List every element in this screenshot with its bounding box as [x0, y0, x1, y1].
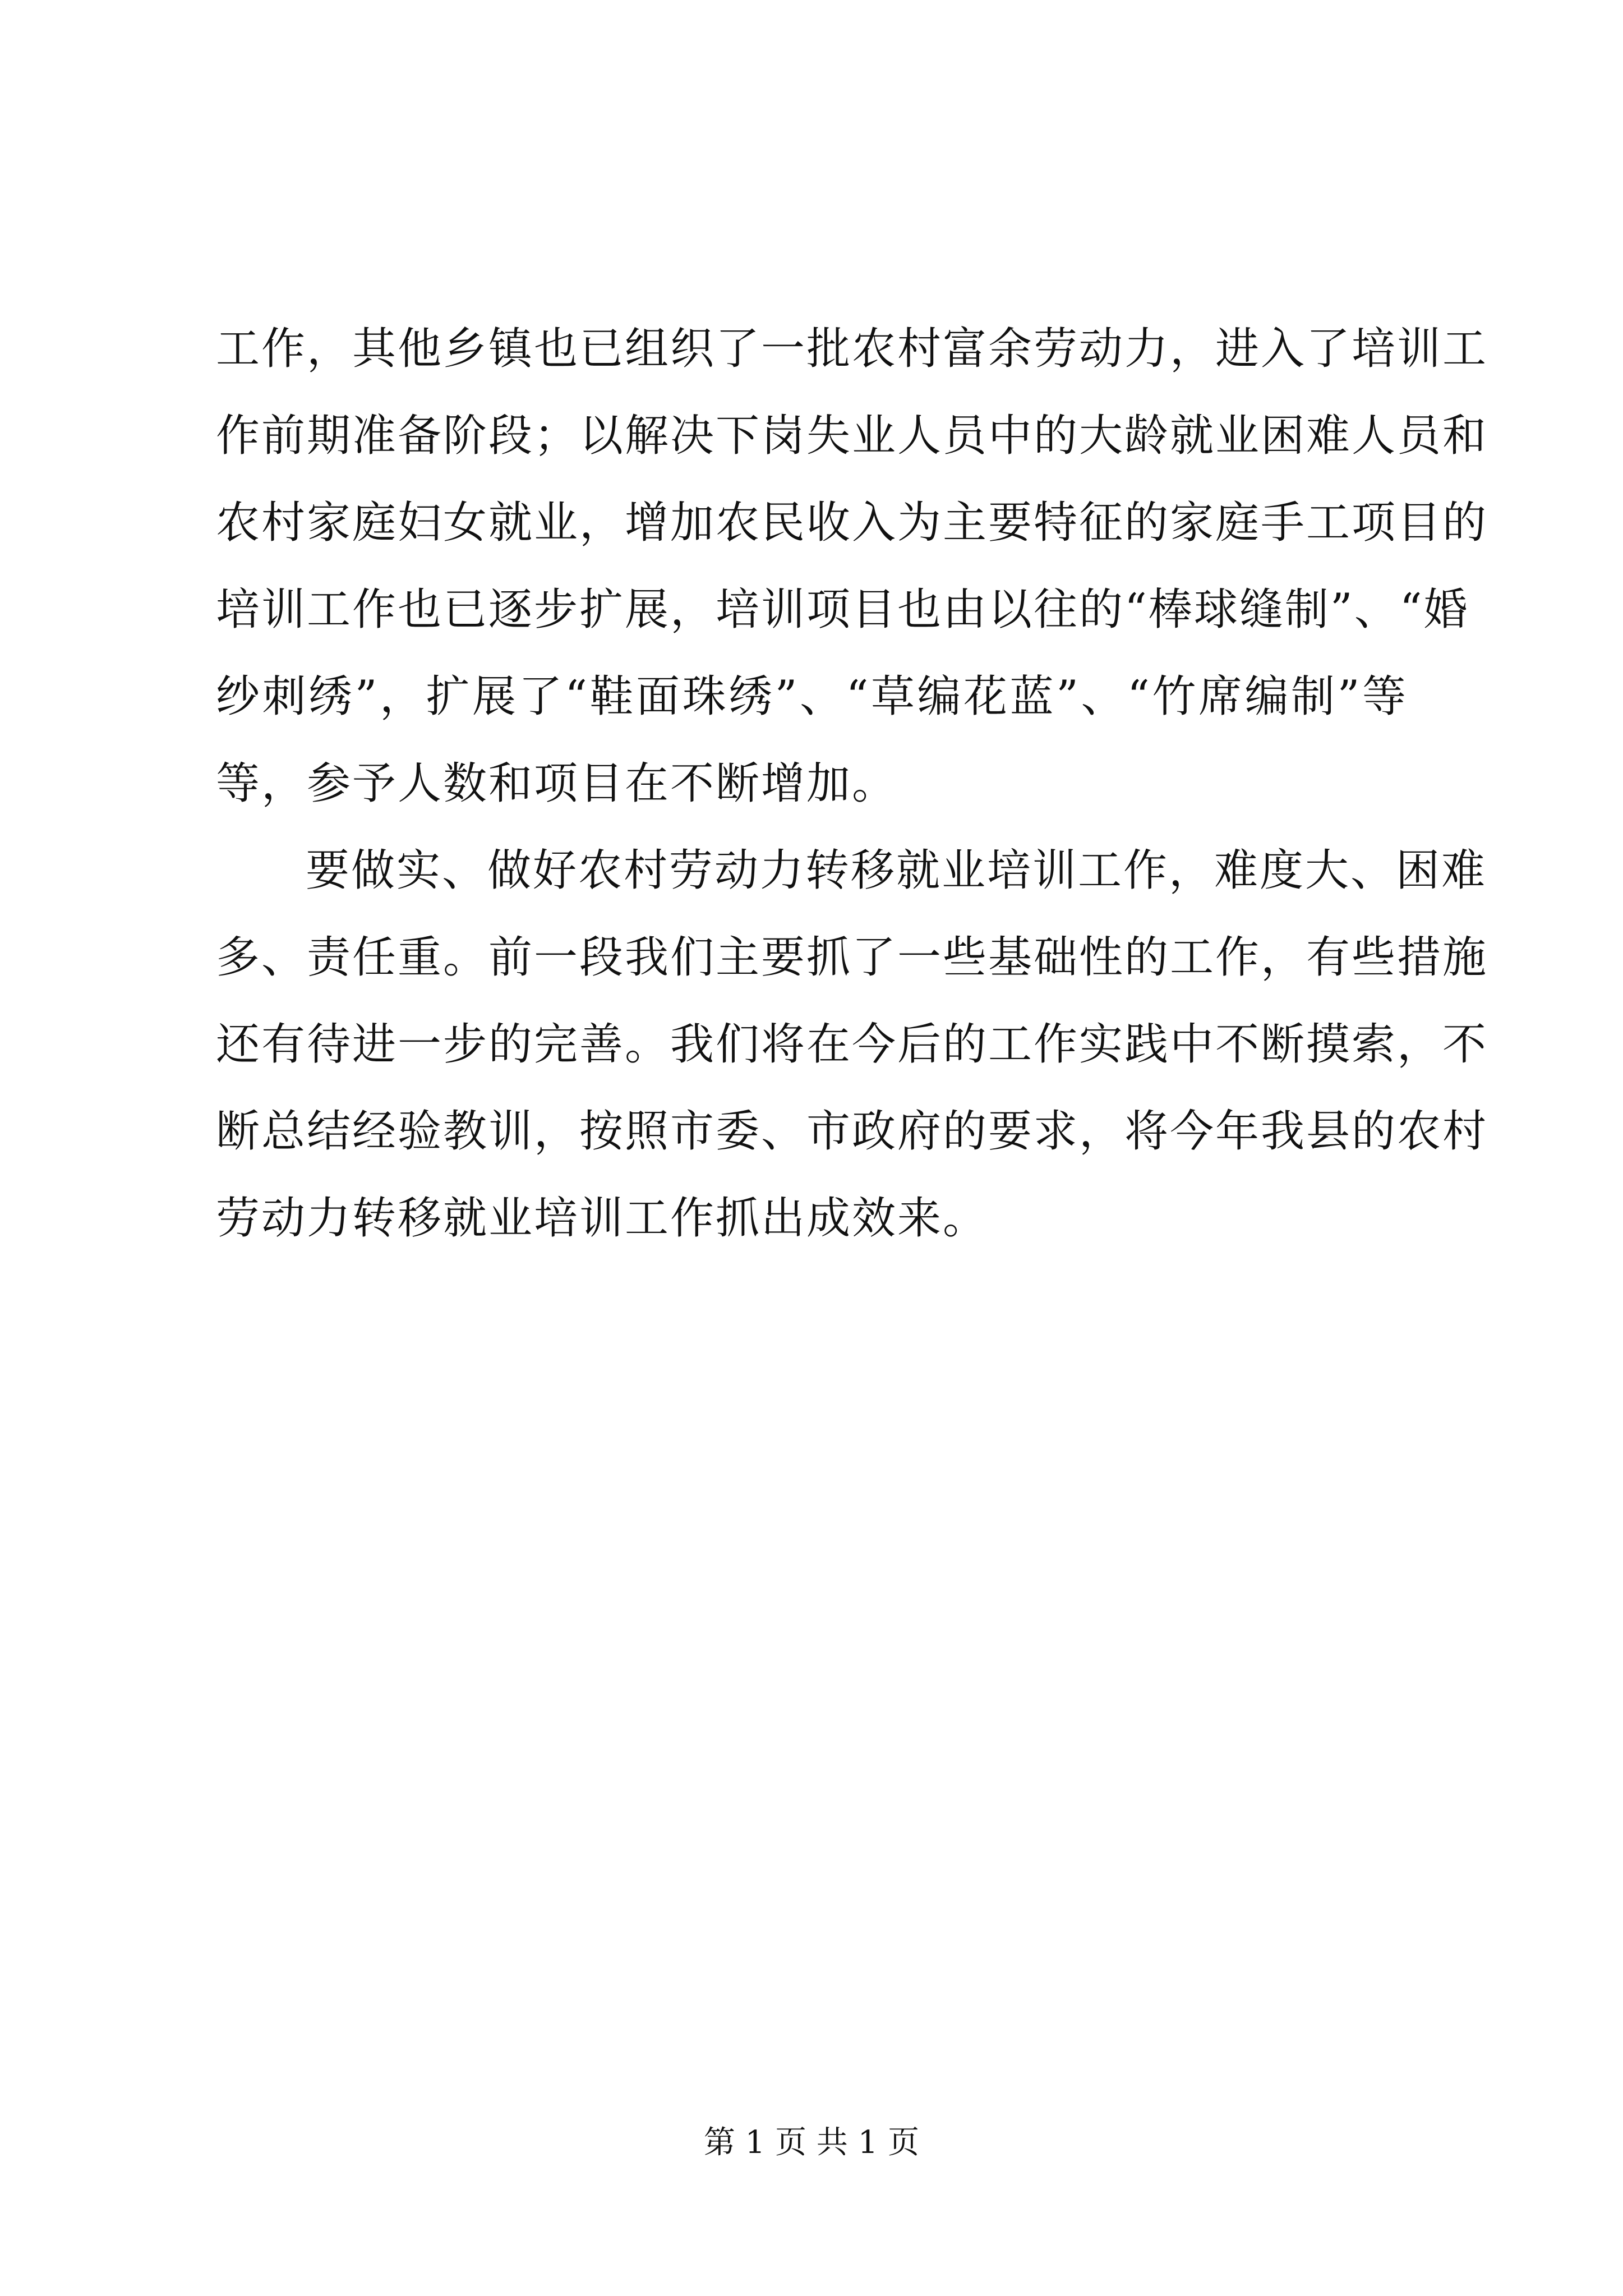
paragraph-2 — [216, 827, 1488, 1262]
paragraph-line: 等，参予人数和项目在不断增加。 — [216, 758, 898, 809]
paragraph-line: 要做实、做好农村劳动力转移就业培训工作，难度大、困难 — [306, 845, 1487, 896]
paragraph-line: 农村家庭妇女就业，增加农民收入为主要特征的家庭手工项目的 — [216, 498, 1488, 548]
paragraph-line: 纱刺绣”，扩展了“鞋面珠绣”、“草编花蓝”、“竹席编制”等 — [216, 671, 1408, 722]
page-number-footer: 第 1 页 共 1 页 — [703, 2124, 920, 2161]
paragraph-line: 还有待进一步的完善。我们将在今后的工作实践中不断摸索，不 — [216, 1019, 1488, 1070]
document-body — [216, 306, 1488, 1262]
paragraph-line: 工作，其他乡镇也已组织了一批农村富余劳动力，进入了培训工 — [216, 324, 1488, 374]
paragraph-line: 作前期准备阶段；以解决下岗失业人员中的大龄就业困难人员和 — [216, 411, 1488, 461]
paragraph-1 — [216, 306, 1488, 827]
paragraph-line: 劳动力转移就业培训工作抓出成效来。 — [216, 1193, 989, 1244]
paragraph-line: 培训工作也已逐步扩展，培训项目也由以往的“棒球缝制”、“婚 — [216, 585, 1469, 635]
paragraph-line: 多、责任重。前一段我们主要抓了一些基础性的工作，有些措施 — [216, 932, 1488, 983]
paragraph-line: 断总结经验教训，按照市委、市政府的要求，将今年我县的农村 — [216, 1106, 1488, 1157]
